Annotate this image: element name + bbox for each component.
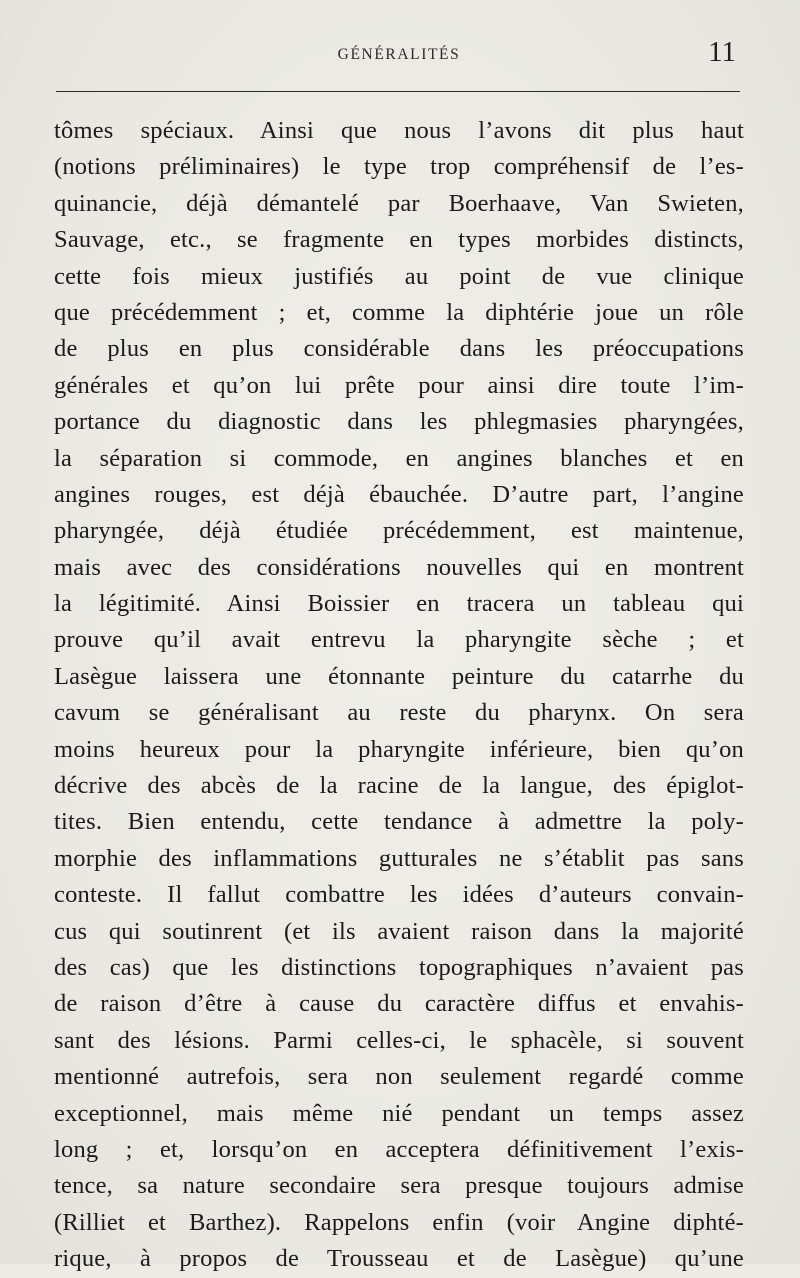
text-line: que précédemment ; et, comme la diphtérie joue un rôle: [54, 298, 744, 326]
text-line: de raison d’être à cause du caractère diffus et envahis-: [54, 990, 744, 1018]
text-line: (notions préliminaires) le type trop compréhensif de l’es-: [54, 153, 744, 181]
text-line: exceptionnel, mais même nié pendant un temps assez: [54, 1099, 744, 1127]
page-header: [56, 34, 742, 80]
text-line: mais avec des considérations nouvelles qui en montrent: [54, 553, 744, 581]
text-line: tence, sa nature secondaire sera presque toujours admise: [54, 1172, 744, 1200]
text-line: prouve qu’il avait entrevu la pharyngite sèche ; et: [54, 626, 744, 654]
text-line: long ; et, lorsqu’on en acceptera définitivement l’exis-: [54, 1135, 744, 1163]
text-line: tites. Bien entendu, cette tendance à admettre la poly-: [54, 808, 744, 836]
page-number: 11: [708, 36, 736, 68]
text-line: cette fois mieux justifiés au point de vue clinique: [54, 262, 744, 290]
text-line: générales et qu’on lui prête pour ainsi dire toute l’im-: [54, 371, 744, 399]
text-line: cavum se généralisant au reste du pharynx. On sera: [54, 699, 744, 727]
text-line: pharyngée, déjà étudiée précédemment, est maintenue,: [54, 517, 744, 545]
text-line: de plus en plus considérable dans les préoccupations: [54, 335, 744, 363]
text-line: la légitimité. Ainsi Boissier en tracera un tableau qui: [54, 590, 744, 618]
text-line: des cas) que les distinctions topographiques n’avaient pas: [54, 953, 744, 981]
text-line: angines rouges, est déjà ébauchée. D’autre part, l’angine: [54, 480, 744, 508]
text-line: mentionné autrefois, sera non seulement regardé comme: [54, 1063, 744, 1091]
text-line: portance du diagnostic dans les phlegmasies pharyngées,: [54, 408, 744, 436]
text-line: moins heureux pour la pharyngite inférieure, bien qu’on: [54, 735, 744, 763]
text-line: la séparation si commode, en angines blanches et en: [54, 444, 744, 472]
running-title: GÉNÉRALITÉS: [337, 46, 461, 63]
text-line: conteste. Il fallut combattre les idées d’auteurs convain-: [54, 881, 744, 909]
text-line: Sauvage, etc., se fragmente en types morbides distincts,: [54, 226, 744, 254]
text-line: tômes spéciaux. Ainsi que nous l’avons dit plus haut: [54, 117, 744, 144]
text-line: quinancie, déjà démantelé par Boerhaave, Van Swieten,: [54, 189, 744, 217]
text-line: morphie des inflammations gutturales ne s’établit pas sans: [54, 844, 744, 872]
text-line: rique, à propos de Trousseau et de Lasègue) qu’une: [54, 1245, 744, 1273]
text-line: sant des lésions. Parmi celles-ci, le sphacèle, si souvent: [54, 1026, 744, 1054]
body-text: [54, 113, 744, 1278]
header-rule: [56, 91, 740, 92]
text-line: cus qui soutinrent (et ils avaient raison dans la majorité: [54, 917, 744, 945]
text-line: (Rilliet et Barthez). Rappelons enfin (voir Angine diphté-: [54, 1208, 744, 1236]
text-line: décrive des abcès de la racine de la langue, des épiglot-: [54, 772, 744, 800]
text-line: Lasègue laissera une étonnante peinture du catarrhe du: [54, 662, 744, 690]
